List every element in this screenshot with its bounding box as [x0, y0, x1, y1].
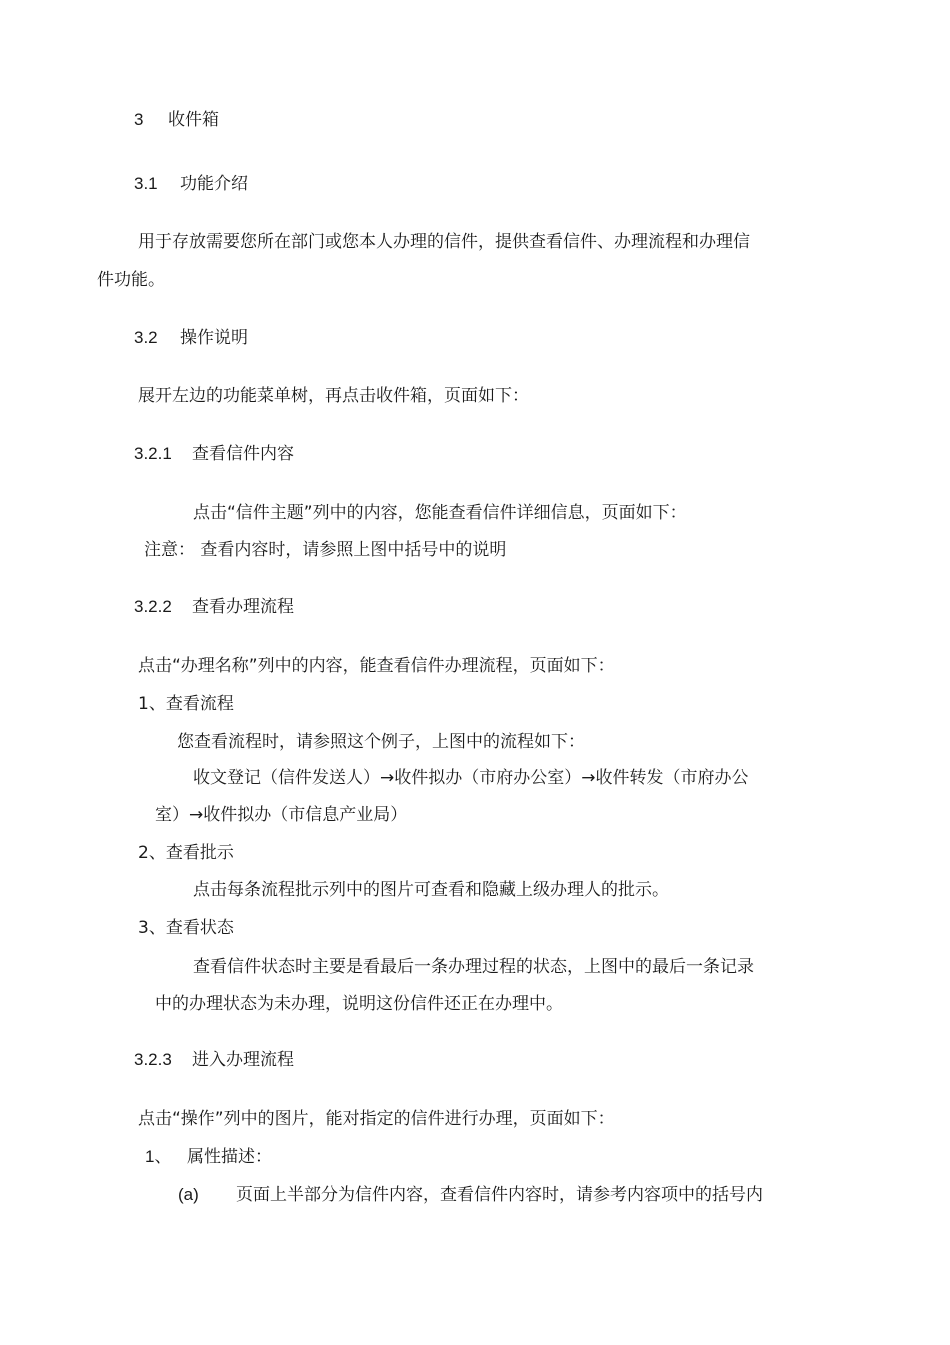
paragraph-line: 收文登记（信件发送人）→收件拟办（市府办公室）→收件转发（市府办公 [193, 768, 749, 788]
paragraph-line: 查看信件状态时主要是看最后一条办理过程的状态，上图中的最后一条记录 [193, 957, 754, 977]
paragraph-line: 您查看流程时，请参照这个例子，上图中的流程如下： [177, 732, 585, 752]
paragraph-line: 展开左边的功能菜单树，再点击收件箱，页面如下： [138, 386, 529, 406]
paragraph-line: 点击“办理名称”列中的内容，能查看信件办理流程，页面如下： [138, 656, 615, 676]
paragraph-line: 中的办理状态为未办理，说明这份信件还正在办理中。 [155, 994, 563, 1014]
section-3-2-heading [134, 327, 248, 349]
list-title: 属性描述： [187, 1147, 272, 1167]
section-3-heading [134, 109, 219, 131]
section-title: 收件箱 [168, 110, 219, 130]
sub-item-marker: (a) [178, 1185, 199, 1204]
section-number: 3.1 [134, 174, 158, 193]
list-item-title: 2、查看批示 [138, 843, 234, 863]
list-item-title: 1、查看流程 [138, 694, 234, 714]
paragraph-line: 点击每条流程批示列中的图片可查看和隐藏上级办理人的批示。 [193, 880, 669, 900]
section-title: 功能介绍 [180, 174, 248, 194]
section-3-2-2-heading [134, 596, 294, 618]
section-title: 查看办理流程 [192, 597, 294, 617]
paragraph-line: 点击“信件主题”列中的内容，您能查看信件详细信息，页面如下： [193, 503, 687, 523]
section-3-2-3-heading [134, 1049, 294, 1071]
section-3-1-heading [134, 173, 248, 195]
paragraph-line: 室）→收件拟办（市信息产业局） [155, 805, 408, 825]
sub-item-text: 页面上半部分为信件内容，查看信件内容时，请参考内容项中的括号内 [236, 1185, 763, 1205]
paragraph-line: 用于存放需要您所在部门或您本人办理的信件，提供查看信件、办理流程和办理信 [138, 232, 750, 252]
section-number: 3 [134, 110, 144, 129]
section-title: 查看信件内容 [192, 444, 294, 464]
section-title: 操作说明 [180, 328, 248, 348]
paragraph-line: 件功能。 [97, 270, 165, 290]
sub-item [178, 1184, 763, 1206]
section-3-2-1-heading [134, 443, 294, 465]
section-title: 进入办理流程 [192, 1050, 294, 1070]
note-line: 注意： 查看内容时，请参照上图中括号中的说明 [144, 540, 507, 560]
list-number: 1、 [145, 1147, 172, 1166]
section-number: 3.2 [134, 328, 158, 347]
section-number: 3.2.1 [134, 444, 172, 463]
section-number: 3.2.3 [134, 1050, 172, 1069]
section-number: 3.2.2 [134, 597, 172, 616]
list-item-title [145, 1146, 272, 1168]
paragraph-line: 点击“操作”列中的图片，能对指定的信件进行办理，页面如下： [138, 1109, 615, 1129]
list-item-title: 3、查看状态 [138, 918, 234, 938]
